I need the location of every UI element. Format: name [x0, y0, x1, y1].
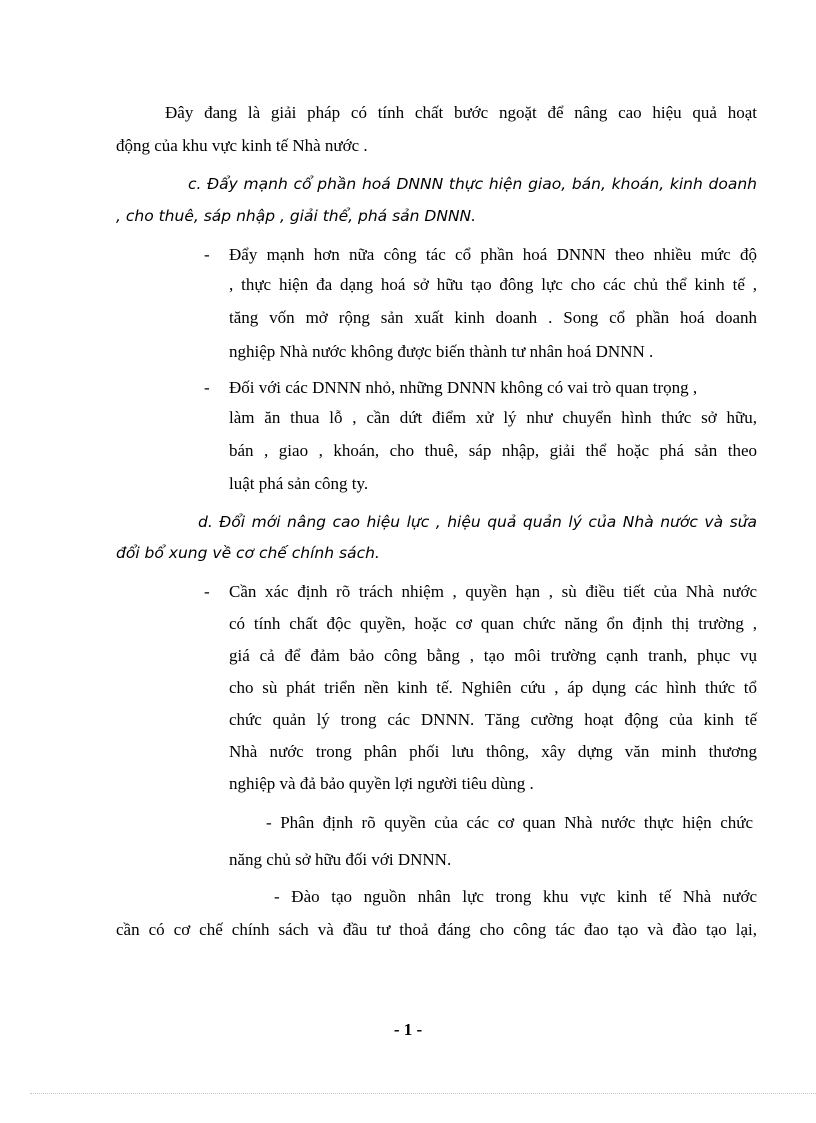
- section-heading-c: c. Đẩy mạnh cổ phần hoá DNNN thực hiện giao, bán, khoán, kinh doanh: [188, 175, 757, 193]
- page-number: - 1 -: [393, 1020, 423, 1039]
- bullet-line: Nhà nước trong phân phối lưu thông, xây dựng văn minh thương: [229, 742, 757, 761]
- bullet-line: nghiệp và đả bảo quyền lợi người tiêu dùng .: [229, 774, 534, 793]
- paragraph-line: - Phân định rõ quyền của các cơ quan Nhà nước thực hiện chức: [266, 813, 753, 832]
- bullet-line: Đẩy mạnh hơn nữa công tác cổ phần hoá DNNN theo nhiều mức độ: [229, 245, 757, 264]
- paragraph-line: cần có cơ chế chính sách và đầu tư thoả đáng cho công tác đao tạo và đào tạo lại,: [116, 920, 757, 939]
- section-heading-c-continued: , cho thuê, sáp nhập , giải thể, phá sản DNNN.: [116, 207, 477, 225]
- bullet-line: giá cả để đảm bảo công bằng , tạo môi trường cạnh tranh, phục vụ: [229, 646, 757, 665]
- bullet-line: chức quản lý trong các DNNN. Tăng cường hoạt động của kinh tế: [229, 710, 757, 729]
- bullet-line: làm ăn thua lỗ , cần dứt điểm xử lý như chuyển hình thức sở hữu,: [229, 408, 757, 427]
- bullet-line: tăng vốn mở rộng sản xuất kinh doanh . Song cổ phần hoá doanh: [229, 308, 757, 327]
- bullet-dash: -: [204, 378, 210, 397]
- paragraph-line: - Đào tạo nguồn nhân lực trong khu vực kinh tế Nhà nước: [274, 887, 757, 906]
- bullet-line: Đối với các DNNN nhỏ, những DNNN không có vai trò quan trọng ,: [229, 378, 698, 397]
- section-heading-d: d. Đổi mới nâng cao hiệu lực , hiệu quả quản lý của Nhà nước và sửa: [198, 513, 757, 531]
- bullet-dash: -: [204, 245, 210, 264]
- bullet-line: có tính chất độc quyền, hoặc cơ quan chức năng ổn định thị trường ,: [229, 614, 757, 633]
- bullet-line: nghiệp Nhà nước không được biến thành tư nhân hoá DNNN .: [229, 342, 654, 361]
- paragraph-line: Đây đang là giải pháp có tính chất bước ngoặt để nâng cao hiệu quả hoạt: [165, 103, 757, 122]
- bullet-line: bán , giao , khoán, cho thuê, sáp nhập, giải thể hoặc phá sản theo: [229, 441, 757, 460]
- bullet-line: , thực hiện đa dạng hoá sở hữu tạo đông lực cho các chủ thể kinh tế ,: [229, 275, 757, 294]
- page-bottom-divider: [30, 1093, 816, 1094]
- bullet-line: Cần xác định rõ trách nhiệm , quyền hạn , sù điều tiết của Nhà nước: [229, 582, 757, 601]
- paragraph-line: động của khu vực kinh tế Nhà nước .: [116, 136, 368, 155]
- paragraph-line: năng chủ sở hữu đối với DNNN.: [229, 850, 452, 869]
- bullet-dash: -: [204, 582, 210, 601]
- bullet-line: cho sù phát triển nền kinh tế. Nghiên cứu , áp dụng các hình thức tổ: [229, 678, 757, 697]
- section-heading-d-continued: đổi bổ xung về cơ chế chính sách.: [116, 544, 380, 562]
- bullet-line: luật phá sản công ty.: [229, 474, 369, 493]
